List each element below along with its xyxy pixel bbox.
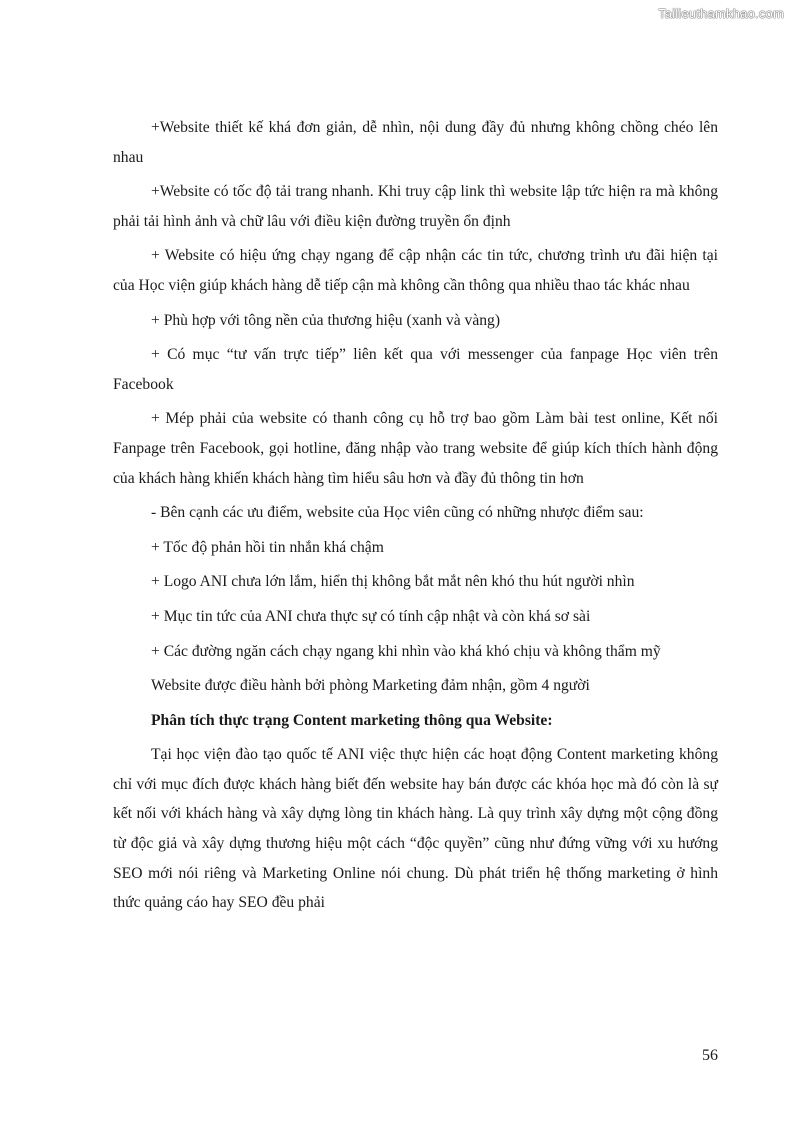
watermark: Tailieuthamkhao.com [658, 6, 784, 21]
paragraph: +Website thiết kế khá đơn giản, dễ nhìn, nội dung đầy đủ nhưng không chồng chéo lên nhau [113, 119, 718, 166]
paragraph: + Phù hợp với tông nền của thương hiệu (xanh và vàng) [151, 311, 501, 329]
paragraph: + Tốc độ phản hồi tin nhắn khá chậm [151, 538, 384, 556]
page-number: 56 [702, 1047, 718, 1064]
body-paragraph: Tại học viện đào tạo quốc tế ANI việc thực hiện các hoạt động Content marketing không chỉ với mục đích được khách hàng biết đến website hay bán được các khóa học mà đó còn là sự kết nối với khách hàng và xây dựng lòng tin khách hàng. Là quy trình xây dựng một cộng đồng từ độc giả và xây dựng thương hiệu một cách “độc quyền” cũng như đứng vững với xu hướng SEO mới nói riêng và Marketing Online nói chung. Dù phát triển hệ thống marketing ở hình thức quảng cáo hay SEO đều phải [113, 746, 718, 912]
paragraph: + Website có hiệu ứng chạy ngang để cập nhận các tin tức, chương trình ưu đãi hiện tại của Học viện giúp khách hàng dễ tiếp cận mà không cần thông qua nhiều thao tác khác nhau [113, 247, 718, 294]
section-heading: Phân tích thực trạng Content marketing thông qua Website: [151, 711, 553, 729]
paragraph: + Các đường ngăn cách chạy ngang khi nhìn vào khá khó chịu và không thẩm mỹ [151, 642, 661, 660]
document-body [113, 113, 718, 923]
paragraph: - Bên cạnh các ưu điểm, website của Học viên cũng có những nhược điểm sau: [151, 504, 644, 522]
paragraph: + Mép phải của website có thanh công cụ hỗ trợ bao gồm Làm bài test online, Kết nối Fanpage trên Facebook, gọi hotline, đăng nhập vào trang website để giúp kích thích hành động của khách hàng khiến khách hàng tìm hiểu sâu hơn và đầy đủ thông tin hơn [113, 410, 718, 487]
paragraph: Website được điều hành bởi phòng Marketing đảm nhận, gồm 4 người [151, 677, 590, 695]
paragraph: + Có mục “tư vấn trực tiếp” liên kết qua với messenger của fanpage Học viên trên Facebook [113, 346, 718, 393]
paragraph: + Logo ANI chưa lớn lắm, hiển thị không bắt mắt nên khó thu hút người nhìn [151, 573, 635, 591]
paragraph: + Mục tin tức của ANI chưa thực sự có tính cập nhật và còn khá sơ sài [151, 607, 591, 625]
paragraph: +Website có tốc độ tải trang nhanh. Khi truy cập link thì website lập tức hiện ra mà không phải tải hình ảnh và chữ lâu với điều kiện đường truyền ổn định [113, 183, 718, 230]
